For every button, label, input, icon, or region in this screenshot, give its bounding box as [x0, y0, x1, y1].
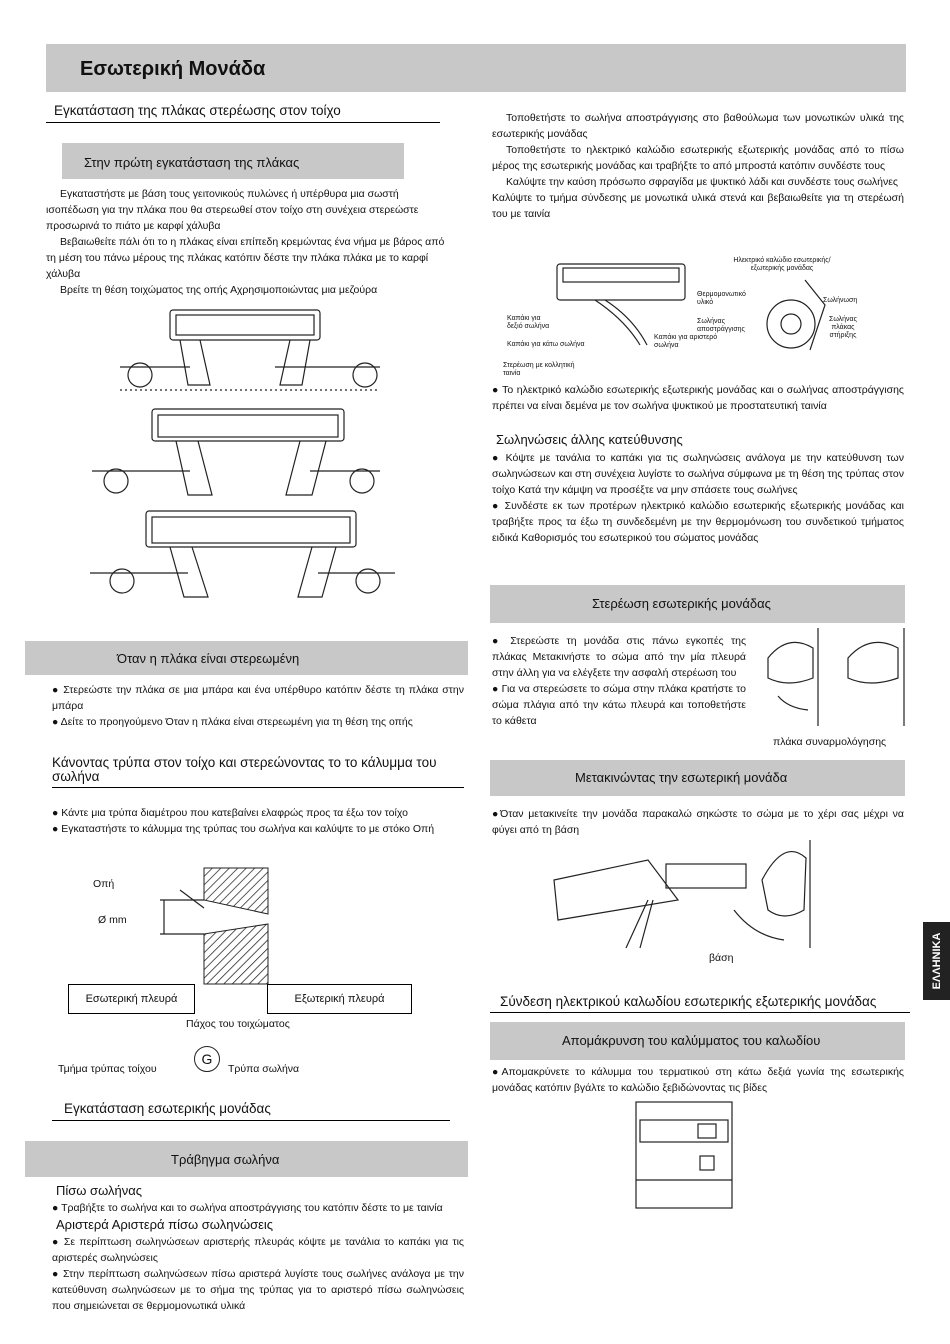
fix-unit-instructions [492, 633, 746, 729]
subsection-label: Απομάκρυνση του καλύμματος του καλωδίου [562, 1033, 821, 1048]
bullet-item: ● Συνδέστε εκ των προτέρων ηλεκτρικό καλώδιο εσωτερικής εξωτερικής μονάδας και τραβήξτε προς τα έξω τη συνδεδεμένη με την θερμομόνωση του συνδετικού τμήματος ειδικά Καθορισμός του εσωτερικού του σώματος μονάδας [492, 500, 904, 544]
plate-fixed-instructions [52, 682, 464, 730]
bullet-item: ● Δείτε το προηγούμενο Όταν η πλάκα είναι στερεωμένη για τη θέση της οπής [52, 716, 413, 728]
tape-label: Στερέωση με κολλητική ταινία [503, 362, 575, 377]
subsection-box-pipe-pulling [25, 1141, 468, 1177]
subsection-label: Μετακινώντας την εσωτερική μονάδα [575, 770, 788, 785]
subsection-label: Στερέωση εσωτερικής μονάδας [592, 596, 771, 611]
subheading: Πίσω σωλήνας [56, 1183, 142, 1198]
language-tab [923, 922, 950, 1000]
diameter-label: Ø mm [98, 914, 127, 926]
mounting-plate-diagram-2 [92, 409, 380, 495]
section-title-indoor-install: Εγκατάσταση εσωτερικής μονάδας [52, 1101, 450, 1121]
paragraph: Καλύψτε την καύση πρόσωπο σφραγίδα με ψυκτικό λάδι και συνδέστε τους σωλήνες [506, 176, 898, 188]
bundle-note: ● Το ηλεκτρικό καλώδιο εσωτερικής εξωτερικής μονάδας και ο σωλήνας αποστράγγισης πρέπει να είναι δεμένα με τον σωλήνα ψυκτικού με προστατευτική ταινία [492, 384, 904, 412]
subsection-box-fix-unit [490, 585, 905, 623]
other-direction-heading: Σωληνώσεις άλλης κατεύθυνσης [496, 432, 683, 447]
paragraph: Εγκαταστήστε με βάση τους γειτονικούς πυλώνες ή υπέρθυρα μια σωστή ισοπέδωση για την πλάκα που θα στερεωθεί στον τοίχο στη συνέχεια στερεώστε προσωρινά το πιάτο με καρφί χάλυβα [46, 188, 419, 232]
left-cap-label: Καπάκι για αριστερό σωλήνα [654, 334, 718, 349]
subsection-box-first-install [62, 143, 404, 179]
subsection-box-remove-cover [490, 1022, 905, 1060]
bullet-item: ● Τραβήξτε το σωλήνα και το σωλήνα αποστράγγισης του κατόπιν δέστε το με ταινία [52, 1202, 443, 1214]
section-title-wiring: Σύνδεση ηλεκτρικού καλωδίου εσωτερικής εξωτερικής μονάδας [490, 994, 910, 1013]
bullet-item: ● Κάντε μια τρύπα διαμέτρου που κατεβαίνει ελαφρώς προς τα έξω τον τοίχο [52, 807, 408, 819]
bullet-item: ● Στερεώστε τη μονάδα στις πάνω εγκοπές της πλάκας Μετακινήστε το σώμα από την μία πλευρά στην άλλη για να ελέγξετε την ασφαλή στερέωση του [492, 635, 746, 679]
outside-side-label: Εξωτερική πλευρά [267, 984, 412, 1014]
hole-label: Οπή [93, 878, 115, 890]
piping-label: Σωλήνωση [823, 297, 858, 304]
cable-label: Ηλεκτρικό καλώδιο εσωτερικής/ εξωτερικής μονάδας [733, 257, 831, 272]
bullet-item: ● Στερεώστε την πλάκα σε μια μπάρα και ένα υπέρθυρο κατόπιν δέστε τη πλάκα στην μπάρα [52, 684, 464, 712]
drain-hose-label: Σωλήνας πλάκας στήριξης [829, 316, 857, 339]
plate-instructions [46, 186, 448, 298]
mounting-plate-diagram-3 [90, 511, 395, 597]
subsection-label: Όταν η πλάκα είναι στερεωμένη [117, 651, 300, 666]
down-cap-label: Καπάκι για κάτω σωλήνα [507, 341, 585, 348]
page-title: Εσωτερική Μονάδα [80, 58, 266, 80]
move-unit-instructions: ●Όταν μετακινείτε την μονάδα παρακαλώ σηκώστε το σώμα με το χέρι σας μέχρι να φύγει από τη βάση [492, 808, 904, 836]
subheading: Αριστερά Αριστερά πίσω σωληνώσεις [56, 1217, 274, 1232]
assembly-plate-caption: πλάκα συναρμολόγησης [773, 736, 887, 748]
mounting-plate-diagram-1 [120, 310, 380, 390]
bullet-item: ● Εγκαταστήστε το κάλυμμα της τρύπας του σωλήνα και καλύψτε το με στόκο Οπή [52, 823, 435, 835]
fix-unit-diagram [758, 628, 908, 728]
wall-hole-part-label: Τμήμα τρύπας τοίχου [58, 1063, 157, 1075]
move-unit-diagram [548, 840, 828, 950]
subsection-label: Τράβηγμα σωλήνα [171, 1152, 280, 1167]
paragraph: Καλύψτε το τμήμα σύνδεσης με μονωτικά υλικά στενά και βεβαιωθείτε για τη στερέωσή του με ταινία [492, 192, 904, 220]
bullet-item: ● Στην περίπτωση σωληνώσεων πίσω αριστερά λυγίστε τους σωλήνες ανάλογα με την κατεύθυνση σωληνώσεων με το σήμα της τρύπας για το αριστερό πίσω σωληνώσεις που σημειώνεται σε θερμομονωτικά υλικά [52, 1268, 464, 1312]
pipes-label: Σωλήνας αποστράγγισης [697, 318, 745, 333]
section-title-plate: Εγκατάσταση της πλάκας στερέωσης στον τοίχο [46, 103, 440, 123]
section-title-hole: Κάνοντας τρύπα στον τοίχο και στερεώνοντας το το κάλυμμα του σωλήνα [52, 756, 464, 788]
other-direction-instructions [492, 450, 904, 546]
paragraph: Τοποθετήστε το σωλήνα αποστράγγισης στο βαθούλωμα των μονωτικών υλικά της εσωτερικής μονάδας [492, 112, 904, 140]
right-cap-label: Καπάκι για δεξιό σωλήνα [507, 315, 550, 330]
inside-side-label: Εσωτερική πλευρά [68, 984, 195, 1014]
pipe-hole-label: Τρύπα σωλήνα [228, 1063, 300, 1075]
paragraph: Βρείτε τη θέση τοιχώματος της οπής Αχρησιμοποιώντας μια μεζούρα [60, 284, 378, 296]
paragraph: Βεβαιωθείτε πάλι ότι το η πλάκας είναι επίπεδη κρεμώντας ένα νήμα με βάρος από τη μέση του πάνω μέρους της πλάκας κατόπιν δέστε την πλάκα πλάκα με το καρφί χάλυβα [46, 236, 445, 280]
bullet-item: ● Κόψτε με τανάλια το καπάκι για τις σωληνώσεις ανάλογα με την κατεύθυνση των σωληνώσεων και στη συνέχεια λυγίστε το σωλήνα σύμφωνα με τη θέση της τρύπας στον τοίχο Κατά την κάμψη να προσέξτε να μην σπάσετε τους σωλήνες [492, 452, 904, 496]
paragraph: Τοποθετήστε το ηλεκτρικό καλώδιο εσωτερικής εξωτερικής μονάδας από το πίσω μέρος της εσωτερικής μονάδας και τραβήξτε το από μπροστά κατόπιν συνδέστε τους [492, 144, 904, 172]
subsection-box-plate-fixed [25, 641, 468, 675]
remove-cover-instructions: ●Απομακρύνετε το κάλυμμα του τερματικού στη κάτω δεξιά γωνία της εσωτερικής μονάδας κατόπιν βγάλτε το καλώδιο ξεβιδώνοντας τις βίδες [492, 1066, 904, 1094]
language-tab-label: ΕΛΛΗΝΙΚΑ [930, 932, 943, 990]
wall-thickness-label: Πάχος του τοιχώματος [186, 1018, 290, 1030]
g-symbol-icon: G [194, 1046, 220, 1072]
bullet-item: ● Για να στερεώσετε το σώμα στην πλάκα κρατήστε το σώμα πλάγια από την κάτω πλευρά και τοποθετήστε το κάθετα [492, 683, 746, 727]
drain-instructions [492, 110, 904, 222]
wall-hole-diagram [150, 862, 350, 992]
mounting-plate-diagrams [80, 305, 400, 605]
subsection-label: Στην πρώτη εγκατάσταση της πλάκας [84, 155, 300, 170]
pipe-pulling-instructions [52, 1182, 464, 1314]
hole-instructions [52, 805, 464, 837]
bullet-item: ● Σε περίπτωση σωληνώσεων αριστερής πλευράς κόψτε με τανάλια το καπάκι για τις αριστερές σωληνώσεις [52, 1236, 464, 1264]
page-header [46, 44, 906, 92]
terminal-cover-diagram [634, 1100, 736, 1212]
insulation-label: Θερμομονωτικό υλικό [697, 291, 746, 306]
base-caption: βάση [709, 952, 734, 964]
subsection-box-move-unit [490, 760, 905, 796]
